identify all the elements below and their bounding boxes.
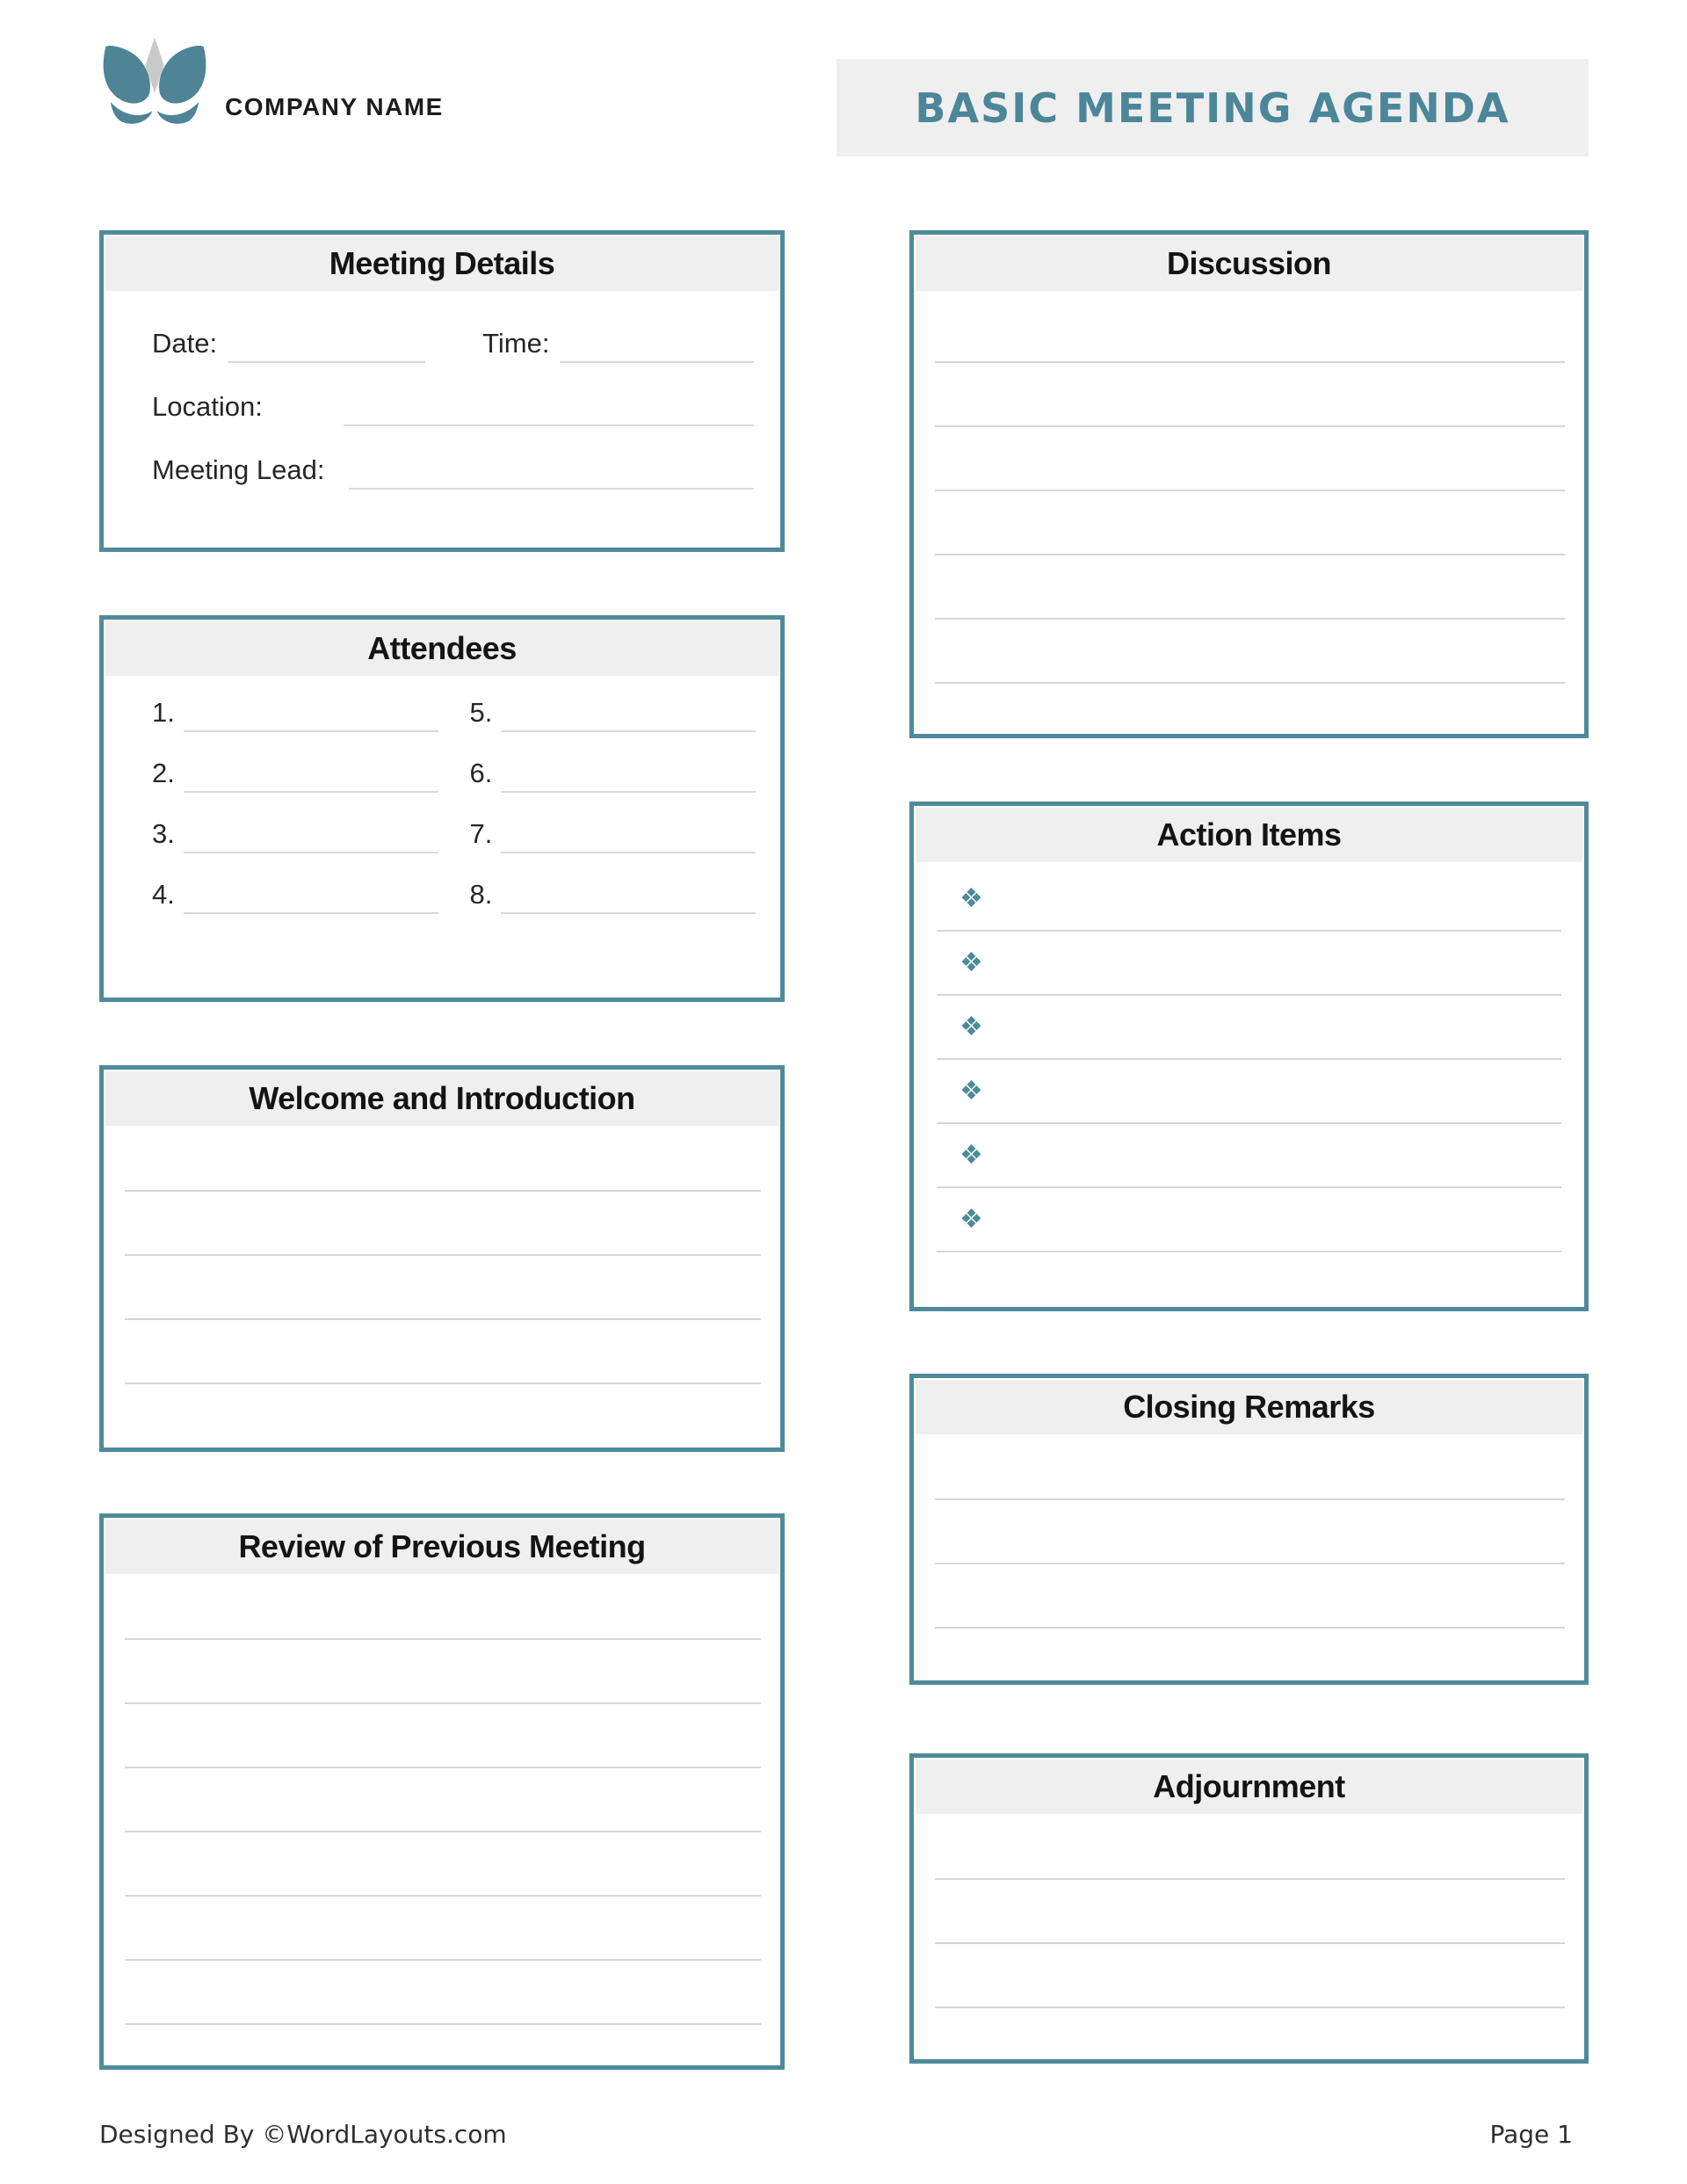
writing-line[interactable]: [935, 1500, 1565, 1564]
writing-line[interactable]: [935, 620, 1565, 684]
writing-line[interactable]: [125, 1704, 761, 1768]
writing-line[interactable]: [125, 1832, 761, 1897]
writing-line[interactable]: [125, 1128, 761, 1192]
four-diamond-bullet-icon: ❖: [959, 1076, 983, 1106]
section-title: Action Items: [916, 808, 1582, 862]
page-number: Page 1: [1489, 2120, 1573, 2149]
attendee-row: [470, 754, 757, 793]
writing-line[interactable]: [935, 1816, 1565, 1880]
attendee-row: [152, 754, 438, 793]
section-discussion: [909, 230, 1589, 738]
adjournment-body: [914, 1816, 1584, 2008]
attendee-field[interactable]: [184, 816, 438, 853]
attendee-row: [152, 693, 438, 732]
writing-line[interactable]: [935, 427, 1565, 491]
meeting-lead-field[interactable]: [349, 454, 754, 490]
section-action-items: [909, 802, 1589, 1311]
attendee-number: 8.: [469, 879, 493, 910]
writing-line[interactable]: [125, 1256, 761, 1320]
section-title: Discussion: [916, 236, 1582, 291]
company-name: COMPANY NAME: [225, 93, 444, 120]
section-closing-remarks: [909, 1374, 1589, 1685]
attendee-number: 7.: [469, 818, 493, 849]
date-label: Date:: [152, 328, 218, 359]
section-title: Attendees: [105, 621, 778, 676]
company-logo-butterfly-icon: [97, 35, 213, 125]
attendee-row: [470, 875, 757, 914]
attendee-number: 4.: [152, 879, 175, 910]
attendee-number: 5.: [469, 697, 493, 728]
time-field[interactable]: [560, 328, 754, 363]
meeting-lead-row: [152, 451, 754, 490]
welcome-body: [104, 1128, 780, 1384]
attendee-field[interactable]: [501, 756, 756, 793]
section-adjournment: [909, 1753, 1589, 2064]
four-diamond-bullet-icon: ❖: [959, 947, 983, 977]
section-title: Welcome and Introduction: [105, 1071, 778, 1126]
location-label: Location:: [152, 391, 263, 422]
four-diamond-bullet-icon: ❖: [959, 883, 983, 913]
date-field[interactable]: [228, 328, 425, 363]
attendee-field[interactable]: [501, 816, 756, 853]
attendee-row: [470, 693, 757, 732]
page-title: BASIC MEETING AGENDA: [915, 83, 1510, 132]
attendee-row: [470, 815, 757, 853]
writing-line[interactable]: [935, 363, 1565, 427]
meeting-details-body: [104, 324, 780, 490]
writing-line[interactable]: [125, 1640, 761, 1704]
attendee-field[interactable]: [184, 877, 438, 914]
four-diamond-bullet-icon: ❖: [959, 1140, 983, 1170]
attendee-row: [152, 875, 438, 914]
writing-line[interactable]: [125, 1192, 761, 1256]
attendee-number: 6.: [469, 758, 493, 788]
action-item-row[interactable]: [937, 867, 1561, 932]
action-item-row[interactable]: [937, 932, 1561, 996]
section-attendees: [99, 615, 785, 1002]
writing-line[interactable]: [125, 1576, 761, 1640]
closing-remarks-body: [914, 1436, 1584, 1629]
attendee-number: 3.: [152, 818, 175, 849]
action-item-row[interactable]: [937, 1188, 1561, 1252]
attendee-number: 1.: [152, 697, 175, 728]
section-title: Adjournment: [916, 1760, 1582, 1814]
time-label: Time:: [482, 328, 550, 359]
writing-line[interactable]: [935, 1944, 1565, 2008]
section-review-of-previous-meeting: [99, 1513, 785, 2070]
attendees-body: [104, 678, 780, 914]
designer-credit: Designed By ©WordLayouts.com: [99, 2120, 507, 2149]
attendee-field[interactable]: [184, 756, 438, 793]
section-title: Closing Remarks: [916, 1380, 1582, 1434]
attendee-number: 2.: [152, 758, 175, 788]
section-meeting-details: [99, 230, 785, 552]
writing-line[interactable]: [935, 555, 1565, 620]
date-time-row: [152, 324, 754, 363]
action-item-row[interactable]: [937, 996, 1561, 1060]
review-body: [104, 1576, 780, 2025]
action-item-row[interactable]: [937, 1060, 1561, 1124]
section-title: Meeting Details: [105, 236, 778, 291]
attendee-field[interactable]: [501, 695, 756, 732]
writing-line[interactable]: [125, 1768, 761, 1832]
writing-line[interactable]: [935, 1564, 1565, 1629]
writing-line[interactable]: [935, 299, 1565, 363]
location-row: [152, 388, 754, 426]
title-banner: [836, 59, 1589, 156]
writing-line[interactable]: [935, 1436, 1565, 1500]
meeting-lead-label: Meeting Lead:: [152, 454, 325, 485]
writing-line[interactable]: [935, 1880, 1565, 1944]
location-field[interactable]: [344, 391, 754, 426]
attendee-field[interactable]: [501, 877, 756, 914]
attendee-field[interactable]: [184, 695, 438, 732]
writing-line[interactable]: [125, 1320, 761, 1384]
action-items-body: [914, 864, 1584, 1252]
section-title: Review of Previous Meeting: [105, 1520, 778, 1574]
writing-line[interactable]: [935, 491, 1565, 555]
discussion-body: [914, 293, 1584, 684]
section-welcome-and-introduction: [99, 1065, 785, 1452]
writing-line[interactable]: [125, 1961, 761, 2025]
action-item-row[interactable]: [937, 1124, 1561, 1188]
four-diamond-bullet-icon: ❖: [959, 1012, 983, 1041]
writing-line[interactable]: [125, 1897, 761, 1961]
attendee-row: [152, 815, 438, 853]
four-diamond-bullet-icon: ❖: [959, 1204, 983, 1234]
